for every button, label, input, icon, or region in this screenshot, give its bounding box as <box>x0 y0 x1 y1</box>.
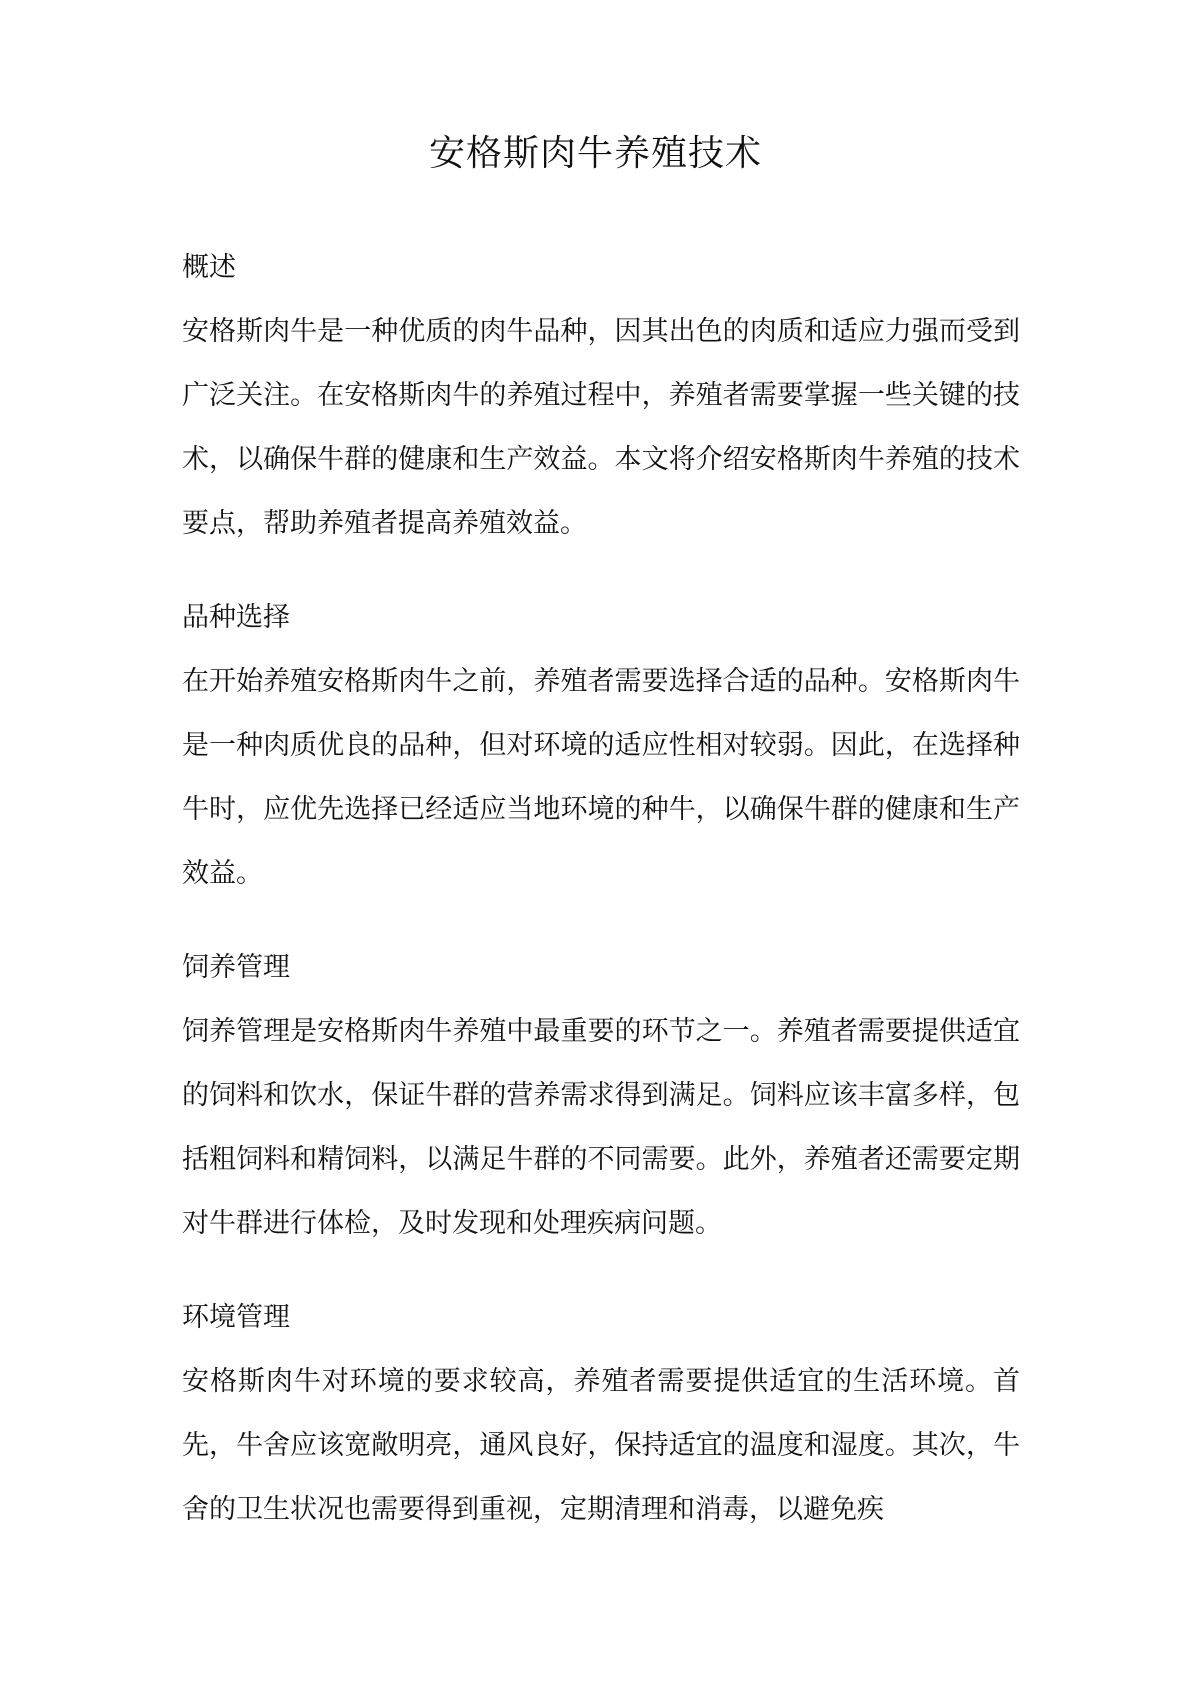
section-paragraph-environment-management: 安格斯肉牛对环境的要求较高，养殖者需要提供适宜的生活环境。首先，牛舍应该宽敞明亮，通风良好，保持适宜的温度和湿度。其次，牛舍的卫生状况也需要得到重视，定期清理和消毒，以避免疾 <box>182 1366 1020 1525</box>
section-overview <box>182 236 1020 556</box>
section-heading-breed-selection: 品种选择 <box>182 602 290 633</box>
document-body <box>182 236 1020 1572</box>
section-feeding-management <box>182 936 1020 1256</box>
section-paragraph-feeding-management: 饲养管理是安格斯肉牛养殖中最重要的环节之一。养殖者需要提供适宜的饲料和饮水，保证牛群的营养需求得到满足。饲料应该丰富多样，包括粗饲料和精饲料，以满足牛群的不同需要。此外，养殖者还需要定期对牛群进行体检，及时发现和处理疾病问题。 <box>182 1016 1020 1239</box>
section-paragraph-overview: 安格斯肉牛是一种优质的肉牛品种，因其出色的肉质和适应力强而受到广泛关注。在安格斯肉牛的养殖过程中，养殖者需要掌握一些关键的技术，以确保牛群的健康和生产效益。本文将介绍安格斯肉牛养殖的技术要点，帮助养殖者提高养殖效益。 <box>182 316 1020 539</box>
document-title: 安格斯肉牛养殖技术 <box>428 133 762 174</box>
section-heading-overview: 概述 <box>182 252 236 283</box>
section-environment-management <box>182 1286 1020 1542</box>
section-paragraph-breed-selection: 在开始养殖安格斯肉牛之前，养殖者需要选择合适的品种。安格斯肉牛是一种肉质优良的品种，但对环境的适应性相对较弱。因此，在选择种牛时，应优先选择已经适应当地环境的种牛，以确保牛群的健康和生产效益。 <box>182 666 1020 889</box>
section-heading-feeding-management: 饲养管理 <box>182 952 290 983</box>
section-heading-environment-management: 环境管理 <box>182 1302 290 1333</box>
section-breed-selection <box>182 586 1020 906</box>
